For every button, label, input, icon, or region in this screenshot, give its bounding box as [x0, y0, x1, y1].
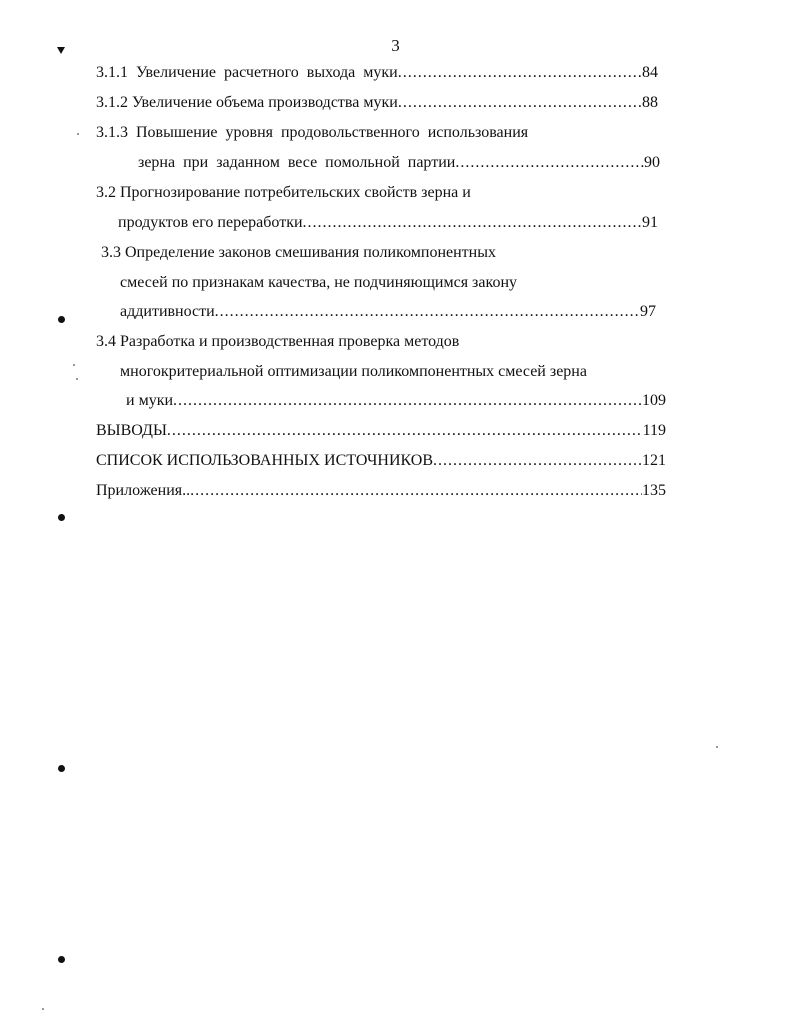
toc-entry-3-1-2 — [96, 93, 658, 113]
binding-mark-icon — [57, 47, 65, 54]
scan-speck — [76, 378, 78, 380]
toc-entry-3-1-3-line2 — [138, 153, 660, 173]
toc-entry-page: 97 — [640, 303, 656, 320]
toc-entry-3-2-line2 — [118, 213, 658, 233]
toc-entry-appendices — [96, 481, 666, 501]
toc-entry-3-3-line2: смесей по признакам качества, не подчиняющимся закону — [120, 274, 517, 291]
toc-entry-title: зерна при заданном весе помольной партии — [138, 154, 456, 171]
toc-entry-title: аддитивности — [120, 303, 215, 320]
toc-entry-title: и муки — [126, 392, 174, 409]
dot-leader — [455, 153, 644, 173]
toc-entry-3-4-line3 — [126, 391, 666, 411]
binding-mark-icon — [58, 514, 65, 521]
dot-leader — [398, 63, 642, 83]
toc-entry-3-3-line3 — [120, 302, 656, 322]
toc-entry-page: 90 — [644, 154, 660, 171]
toc-entry-3-3-line1: 3.3 Определение законов смешивания поликомпонентных — [101, 244, 496, 261]
dot-leader — [167, 421, 643, 441]
dot-leader — [433, 451, 642, 471]
dot-leader — [303, 213, 642, 233]
toc-entry-title: Приложения.. — [96, 482, 191, 499]
toc-entry-title: СПИСОК ИСПОЛЬЗОВАННЫХ ИСТОЧНИКОВ — [96, 452, 434, 469]
scan-speck — [73, 364, 75, 366]
dot-leader — [190, 481, 642, 501]
toc-entry-page: 121 — [642, 452, 666, 469]
toc-entry-page: 84 — [642, 64, 658, 81]
toc-entry-title: 3.1.2 Увеличение объема производства муки — [96, 94, 398, 111]
binding-mark-icon — [58, 316, 65, 323]
page-number: 3 — [391, 36, 400, 55]
toc-entry-page: 88 — [642, 94, 658, 111]
scan-speck — [716, 746, 718, 748]
toc-entry-3-1-3-line1: 3.1.3 Повышение уровня продовольственного использования — [96, 124, 529, 141]
dot-leader — [398, 93, 642, 113]
toc-entry-3-4-line2: многокритериальной оптимизации поликомпонентных смесей зерна — [120, 363, 587, 380]
toc-entry-title: ВЫВОДЫ — [96, 422, 167, 439]
toc-entry-page: 91 — [642, 214, 658, 231]
binding-mark-icon — [58, 765, 65, 772]
toc-entry-page: 109 — [642, 392, 666, 409]
dot-leader — [173, 391, 642, 411]
toc-entry-3-4-line1: 3.4 Разработка и производственная проверка методов — [96, 333, 460, 350]
toc-entry-references — [96, 451, 666, 471]
toc-entry-page: 119 — [642, 422, 666, 439]
toc-entry-page: 135 — [642, 482, 666, 499]
binding-mark-icon — [58, 956, 65, 963]
toc-entry-conclusions — [96, 421, 666, 441]
dot-leader — [215, 302, 640, 322]
toc-entry-3-2-line1: 3.2 Прогнозирование потребительских свойств зерна и — [96, 184, 471, 201]
scan-speck — [42, 1008, 44, 1010]
toc-entry-title: 3.1.1 Увеличение расчетного выхода муки — [96, 64, 398, 81]
toc-entry-title: продуктов его переработки — [118, 214, 303, 231]
scan-speck — [77, 133, 79, 135]
toc-entry-3-1-1 — [96, 63, 658, 83]
